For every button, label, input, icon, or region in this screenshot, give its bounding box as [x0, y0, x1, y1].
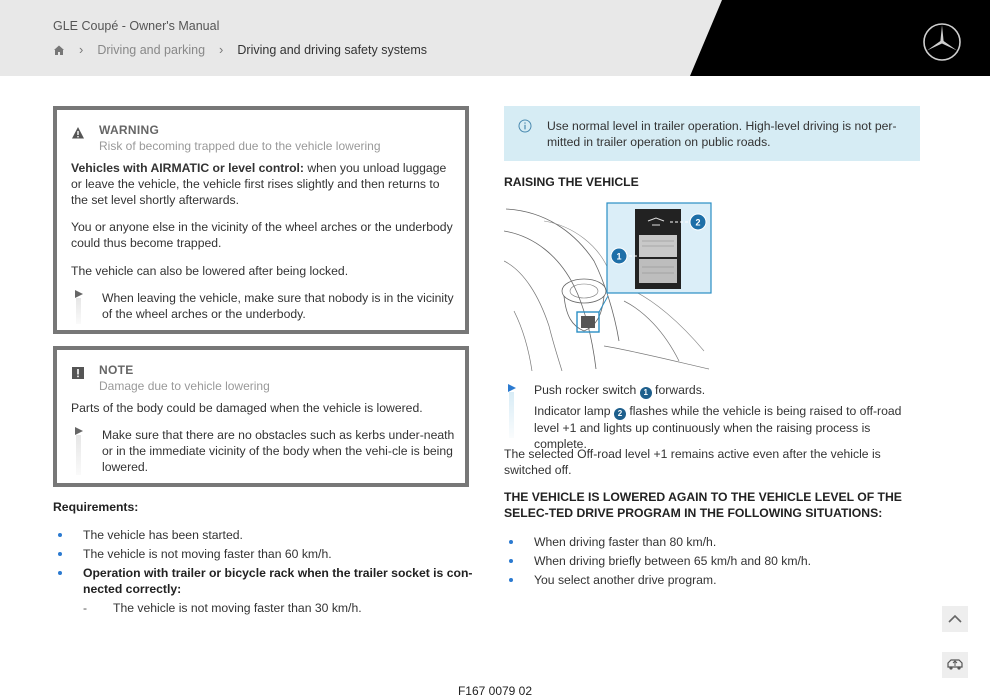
warning-subtitle: Risk of becoming trapped due to the vehicle lowering — [99, 139, 381, 153]
vehicle-view-button[interactable] — [942, 652, 968, 678]
mercedes-star-icon[interactable] — [922, 22, 962, 62]
raising-step-2 — [534, 403, 924, 452]
chevron-right-icon: › — [79, 42, 84, 57]
list-item-text: The vehicle is not moving faster than 60 km/h. — [83, 547, 332, 561]
requirements-title: Requirements: — [53, 500, 139, 514]
list-item — [504, 572, 924, 588]
list-item — [53, 565, 473, 597]
list-item — [53, 546, 473, 562]
note-subtitle: Damage due to vehicle lowering — [99, 379, 270, 393]
figure-code: F167 0079 02 — [457, 684, 533, 698]
bullet-dot — [509, 540, 513, 544]
info-icon — [518, 119, 532, 133]
chevron-up-icon — [948, 614, 962, 624]
svg-text:2: 2 — [695, 217, 701, 228]
requirements-list — [53, 527, 473, 616]
dash-marker: - — [83, 601, 88, 615]
breadcrumb — [53, 42, 427, 57]
note-step-text: Make sure that there are no obstacles such as kerbs under-neath or in the immediate vicinity of the body when the vehi-cle is being lowered. — [102, 428, 455, 474]
bullet-dot — [509, 578, 513, 582]
rocker-switch-illustration — [504, 201, 714, 371]
raising-step-1-text: Push rocker switch — [534, 383, 640, 397]
note-paragraph: Parts of the body could be damaged when the vehicle is lowered. — [71, 401, 423, 415]
step-arrow-icon — [508, 384, 516, 392]
raising-title: RAISING THE VEHICLE — [504, 175, 639, 189]
lowered-list — [504, 534, 924, 591]
warning-step-text: When leaving the vehicle, make sure that nobody is in the vicinity of the wheel arches or the underbody. — [102, 291, 454, 321]
bullet-dot — [509, 559, 513, 563]
callout-1-badge: 1 — [640, 387, 652, 399]
note-exclamation-icon — [71, 366, 85, 380]
callout-2-badge: 2 — [614, 408, 626, 420]
warning-text: when you unload luggage or leave the vehicle, the vehicle first rises slightly and then returns to the set level shortly afterwards. — [71, 161, 447, 207]
note-box — [53, 346, 469, 487]
raising-step-1 — [534, 382, 924, 399]
note-title: NOTE — [99, 363, 134, 377]
warning-header — [99, 123, 381, 153]
breadcrumb-driving-and-parking[interactable]: Driving and parking — [97, 42, 206, 57]
step-bar — [76, 435, 81, 475]
bullet-dot — [58, 571, 62, 575]
step-arrow-icon — [75, 290, 83, 298]
brand-panel — [690, 0, 990, 76]
svg-text:1: 1 — [616, 251, 622, 262]
manual-title: GLE Coupé - Owner's Manual — [53, 19, 220, 33]
list-sub-item — [53, 600, 473, 616]
raising-paragraph: The selected Off-road level +1 remains active even after the vehicle is switched off. — [504, 447, 881, 477]
bullet-dot — [58, 552, 62, 556]
step-bar — [76, 298, 81, 324]
list-item-text: Operation with trailer or bicycle rack when the trailer socket is con-nected correctly: — [83, 566, 473, 596]
raising-step-2-text: Indicator lamp — [534, 404, 614, 418]
warning-box — [53, 106, 469, 334]
chevron-right-icon: › — [219, 42, 224, 57]
vehicle-lift-icon — [946, 658, 964, 672]
bullet-dot — [58, 533, 62, 537]
step-arrow-icon — [75, 427, 83, 435]
header-bar — [0, 0, 990, 76]
list-item-text: You select another drive program. — [534, 573, 717, 587]
warning-title: WARNING — [99, 123, 160, 137]
home-icon[interactable] — [53, 44, 65, 56]
raising-step-1-text-end: forwards. — [651, 383, 706, 397]
warning-step — [71, 290, 457, 322]
lowered-title: THE VEHICLE IS LOWERED AGAIN TO THE VEHICLE LEVEL OF THE SELEC-TED DRIVE PROGRAM IN THE FOLLOWING SITUATIONS: — [504, 490, 902, 520]
warning-paragraph — [71, 160, 457, 208]
raising-step-2-text-end: flashes while the vehicle is being raised to off-road level +1 and lights up continuously when the raising process is complete. — [534, 404, 902, 451]
list-item — [504, 534, 924, 550]
note-step — [71, 427, 457, 475]
list-item — [53, 527, 473, 543]
list-sub-item-text: The vehicle is not moving faster than 30 km/h. — [113, 601, 362, 615]
list-item-text: The vehicle has been started. — [83, 528, 243, 542]
warning-paragraph: You or anyone else in the vicinity of the wheel arches or the underbody could thus become trapped. — [71, 220, 453, 250]
list-item-text: When driving faster than 80 km/h. — [534, 535, 717, 549]
info-text: Use normal level in trailer operation. High-level driving is not per-mitted in trailer operation on public roads. — [547, 119, 897, 149]
note-header — [99, 363, 270, 393]
list-item — [504, 553, 924, 569]
warning-bold-lead: Vehicles with AIRMATIC or level control: — [71, 161, 304, 175]
breadcrumb-current: Driving and driving safety systems — [237, 42, 428, 57]
step-bar — [509, 392, 514, 438]
list-item-text: When driving briefly between 65 km/h and 80 km/h. — [534, 554, 812, 568]
warning-paragraph: The vehicle can also be lowered after being locked. — [71, 264, 349, 278]
warning-triangle-icon — [71, 126, 85, 140]
info-box — [504, 106, 920, 161]
raising-steps — [504, 382, 924, 452]
scroll-to-top-button[interactable] — [942, 606, 968, 632]
